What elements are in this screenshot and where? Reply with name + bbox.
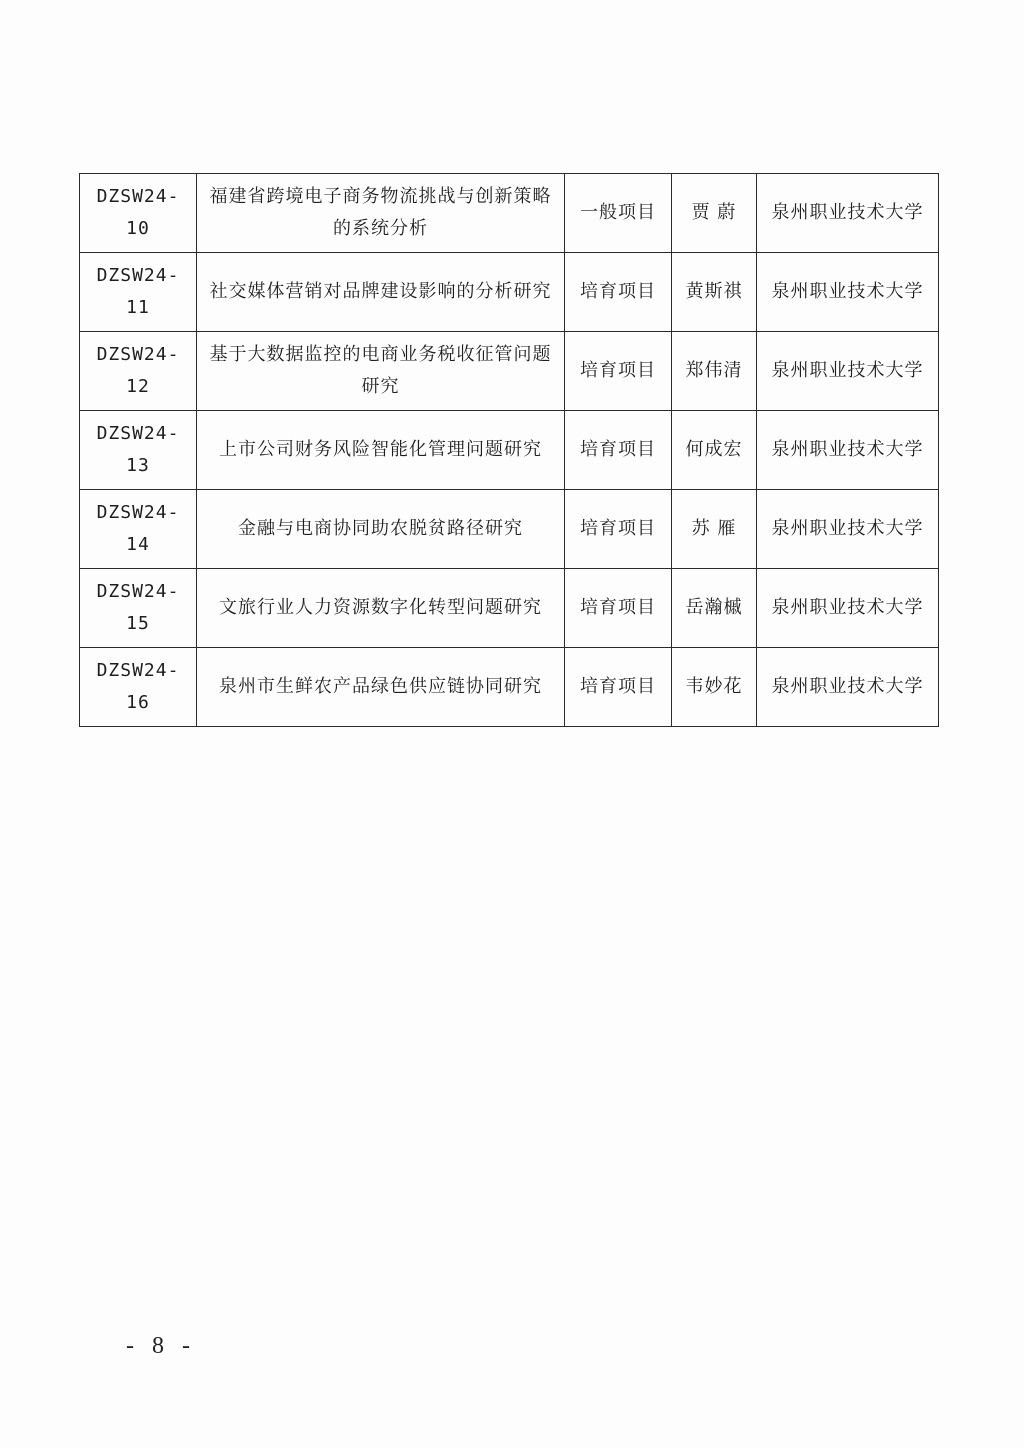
project-type-cell: 一般项目	[565, 174, 672, 253]
project-type-cell: 培育项目	[565, 648, 672, 727]
institution-cell: 泉州职业技术大学	[757, 174, 939, 253]
table-row	[80, 174, 939, 253]
institution-cell: 泉州职业技术大学	[757, 411, 939, 490]
institution-cell: 泉州职业技术大学	[757, 648, 939, 727]
project-title-cell: 文旅行业人力资源数字化转型问题研究	[197, 569, 565, 648]
page-number: - 8 -	[126, 1333, 196, 1359]
institution-cell: 泉州职业技术大学	[757, 569, 939, 648]
institution-cell: 泉州职业技术大学	[757, 332, 939, 411]
project-title-cell: 基于大数据监控的电商业务税收征管问题研究	[197, 332, 565, 411]
project-title-cell: 泉州市生鲜农产品绿色供应链协同研究	[197, 648, 565, 727]
project-leader-cell: 郑伟清	[672, 332, 757, 411]
project-code-cell: DZSW24-15	[80, 569, 197, 648]
institution-cell: 泉州职业技术大学	[757, 253, 939, 332]
project-type-cell: 培育项目	[565, 332, 672, 411]
project-title-cell: 社交媒体营销对品牌建设影响的分析研究	[197, 253, 565, 332]
project-leader-cell: 岳瀚槭	[672, 569, 757, 648]
table-row	[80, 490, 939, 569]
project-leader-cell: 贾 蔚	[672, 174, 757, 253]
table-row	[80, 411, 939, 490]
table-row	[80, 332, 939, 411]
project-code-cell: DZSW24-12	[80, 332, 197, 411]
project-table	[79, 173, 939, 727]
project-type-cell: 培育项目	[565, 490, 672, 569]
project-leader-cell: 黄斯祺	[672, 253, 757, 332]
project-type-cell: 培育项目	[565, 411, 672, 490]
project-type-cell: 培育项目	[565, 569, 672, 648]
project-title-cell: 金融与电商协同助农脱贫路径研究	[197, 490, 565, 569]
institution-cell: 泉州职业技术大学	[757, 490, 939, 569]
table-row	[80, 569, 939, 648]
project-leader-cell: 何成宏	[672, 411, 757, 490]
table-row	[80, 253, 939, 332]
project-title-cell: 上市公司财务风险智能化管理问题研究	[197, 411, 565, 490]
project-title-cell: 福建省跨境电子商务物流挑战与创新策略的系统分析	[197, 174, 565, 253]
project-code-cell: DZSW24-10	[80, 174, 197, 253]
project-code-cell: DZSW24-11	[80, 253, 197, 332]
project-type-cell: 培育项目	[565, 253, 672, 332]
project-table-body	[80, 174, 939, 727]
project-code-cell: DZSW24-13	[80, 411, 197, 490]
project-code-cell: DZSW24-16	[80, 648, 197, 727]
project-code-cell: DZSW24-14	[80, 490, 197, 569]
project-leader-cell: 韦妙花	[672, 648, 757, 727]
table-row	[80, 648, 939, 727]
project-leader-cell: 苏 雁	[672, 490, 757, 569]
